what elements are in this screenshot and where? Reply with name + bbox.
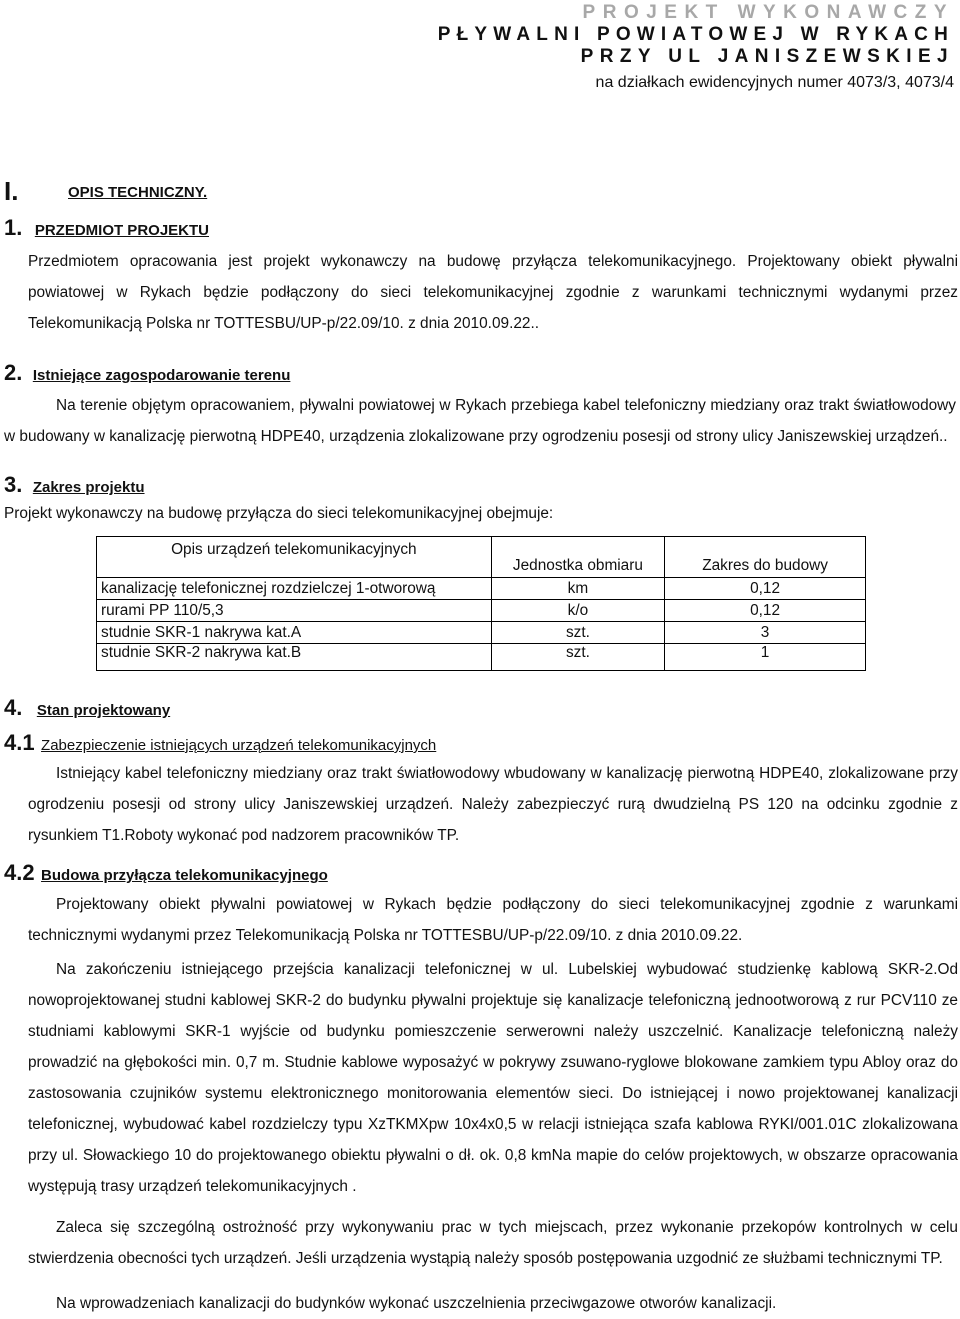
table-header-row [97,537,866,578]
table-cell-description: studnie SKR-2 nakrywa kat.B [97,644,492,671]
project-location-title: PRZY UL JANISZEWSKIEJ [580,46,954,67]
section-4-2-text-2 [28,954,958,1202]
section-4-title: Stan projektowany [36,702,171,719]
section-4-2-text-1 [28,889,958,951]
section-3-intro: Projekt wykonawczy na budowę przyłącza do sieci telekomunikacyjnej obejmuje: [4,505,554,522]
table-row [97,600,866,622]
table-cell-scope: 1 [665,644,866,671]
section-4-2-paragraph-2: Na zakończeniu istniejącego przejścia kanalizacji telefonicznej w ul. Lubelskiej wybudować studzienkę kablową SKR-2.Od nowoprojektowanej studni kablowej SKR-2 do budynku pływalni projektuje się kanalizacje telefoniczną jednootworową z rur PCV110 ze studniami kablowymi SKR-1 wyjście od budynku pomieszczenie serwerowni należy uszczelnić. Kanalizacje telefoniczną należy prowadzić na głębokości min. 0,7 m. Studnie kablowe wyposażyć w pokrywy zsuwano-ryglowe blokowane zamkiem typu Abloy oraz do zastosowania czujników systemu elektronicznego monitorowania elementów sieci. Do istniejącej i nowo projektowanej kanalizacji telefonicznej, wybudować kabel rozdzielczy typu XzTKMXpw 10x4x0,5 w relacji istniejąca szafa kablowa RYKI/001.01C zlokalizowana przy ul. Słowackiego 10 do projektowanego obiektu pływalni o dł. ok. 0,8 kmNa mapie do celów projektowych, w obszarze opracowania występują trasy urządzeń telekomunikacyjnych . [28,961,958,1195]
table-cell-unit: km [491,578,664,600]
scope-table [96,536,866,671]
section-4-1-title: Zabezpieczenie istniejących urządzeń telekomunikacyjnych [41,737,437,754]
section-4-2-number: 4.2 [4,860,35,885]
section-4-1-paragraph: Istniejący kabel telefoniczny miedziany oraz trakt światłowodowy wbudowany w kanalizację pierwotną HDPE40, zlokalizowane przy ogrodzeniu posesji od strony ulicy Janiszewskiej urządzeń. Należy zabezpieczyć rurą dwudzielną PS 120 na odcinku zgodnie z rysunkiem T1.Roboty wykonać pod nadzorem pracowników TP. [28,765,958,844]
section-3-number: 3. [4,472,23,497]
table-cell-unit: szt. [491,644,664,671]
section-2-text [4,390,956,452]
section-2-paragraph: Na terenie objętym opracowaniem, pływalni powiatowej w Rykach przebiega kabel telefoniczny miedziany oraz trakt światłowodowy w budowany w kanalizację pierwotną HDPE40, urządzenia zlokalizowane przy ogrodzeniu posesji od strony ulicy Janiszewskiej urządzeń.. [4,397,956,445]
section-1-number: 1. [4,215,23,240]
table-header-description: Opis urządzeń telekomunikacyjnych [97,537,492,578]
section-4-heading [4,695,170,721]
section-4-2-heading [4,860,328,886]
section-1-paragraph: Przedmiotem opracowania jest projekt wykonawczy na budowę przyłącza telekomunikacyjnego. Projektowany obiekt pływalni powiatowej w Rykach będzie podłączony do sieci telekomunikacyjnej zgodnie z warunkami technicznymi wydanymi przez Telekomunikacją Polska nr TOTTESBU/UP-p/22.09/10. z dnia 2010.09.22.. [28,253,958,332]
section-4-1-heading [4,730,436,756]
table-cell-scope: 3 [665,622,866,644]
section-4-number: 4. [4,695,23,720]
chapter-number: I. [4,176,19,206]
table-header-unit: Jednostka obmiaru [491,537,664,578]
section-3-heading [4,472,145,498]
section-4-1-text [28,758,958,851]
section-4-2-paragraph-3: Zaleca się szczególną ostrożność przy wykonywaniu prac w tych miejscach, przez wykonanie przekopów kontrolnych w celu stwierdzenia obecności tych urządzeń. Jeśli urządzenia wystąpią należy sposób postępowania uzgodnić ze służbami technicznymi TP. [28,1219,958,1267]
project-object-title: PŁYWALNI POWIATOWEJ W RYKACH [437,24,954,45]
table-cell-description: studnie SKR-1 nakrywa kat.A [97,622,492,644]
section-1-heading [4,215,209,241]
section-4-2-paragraph-1: Projektowany obiekt pływalni powiatowej w Rykach będzie podłączony do sieci telekomunikacyjnej zgodnie z warunkami technicznymi wydanymi przez Telekomunikacją Polska nr TOTTESBU/UP-p/22.09/10. z dnia 2010.09.22. [28,896,958,944]
table-header-scope: Zakres do budowy [665,537,866,578]
section-4-2-title: Budowa przyłącza telekomunikacyjnego [41,867,328,884]
table-cell-unit: k/o [491,600,664,622]
section-4-2-text-4 [28,1288,958,1319]
section-2-heading [4,360,290,386]
table-row [97,644,866,671]
table-cell-description: kanalizację telefonicznej rozdzielczej 1-otworową [97,578,492,600]
table-cell-scope: 0,12 [665,578,866,600]
section-4-2-paragraph-4: Na wprowadzeniach kanalizacji do budynków wykonać uszczelnienia przeciwgazowe otworów kanalizacji. [56,1295,777,1312]
section-4-1-number: 4.1 [4,730,35,755]
section-3-title: Zakres projektu [32,479,145,496]
section-4-2-text-3 [28,1212,958,1274]
section-1-title: PRZEDMIOT PROJEKTU [34,222,209,239]
chapter-title: OPIS TECHNICZNY. [68,184,208,201]
table-cell-description: rurami PP 110/5,3 [97,600,492,622]
table-row [97,578,866,600]
project-parcels: na działkach ewidencyjnych numer 4073/3, 4073/4 [595,74,954,91]
table-cell-scope: 0,12 [665,600,866,622]
section-2-title: Istniejące zagospodarowanie terenu [32,367,291,384]
table-row [97,622,866,644]
section-1-text [28,246,958,339]
project-type-title: PROJEKT WYKONAWCZY [582,2,954,23]
section-2-number: 2. [4,360,23,385]
table-cell-unit: szt. [491,622,664,644]
